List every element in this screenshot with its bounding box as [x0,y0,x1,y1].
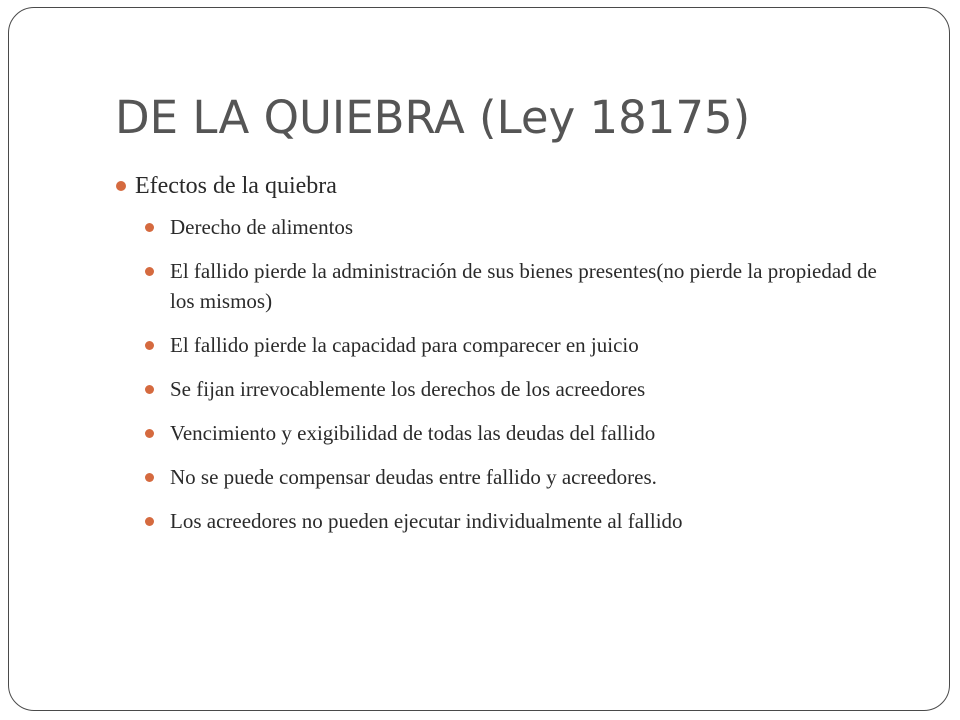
bullet-dot-icon [145,517,154,526]
sub-bullet-item [145,418,896,448]
bullet-dot-icon [145,223,154,232]
bullet-dot-icon [145,341,154,350]
bullet-main-point [116,168,896,204]
bullet-main-point-text: Efectos de la quiebra [135,173,337,199]
bullet-dot-icon [145,473,154,482]
bullet-dot-icon [145,267,154,276]
sub-bullet-text: No se puede compensar deudas entre fallido y acreedores. [170,465,657,489]
sub-bullet-text: Se fijan irrevocablemente los derechos de los acreedores [170,377,646,401]
sub-bullet-text: Vencimiento y exigibilidad de todas las deudas del fallido [170,421,656,445]
bullet-dot-icon [145,429,154,438]
sub-bullet-text: El fallido pierde la administración de sus bienes presentes(no pierde la propiedad de los mismos) [170,259,877,313]
bullet-list [116,168,896,536]
bullet-dot-icon [145,385,154,394]
sub-bullet-item [145,506,896,536]
sub-bullet-item [145,256,896,316]
bullet-dot-icon [116,181,126,191]
sub-bullet-text: El fallido pierde la capacidad para comparecer en juicio [170,333,639,357]
sub-bullet-item [145,374,896,404]
sub-bullet-item [145,330,896,360]
sub-bullet-list [116,212,896,536]
sub-bullet-text: Los acreedores no pueden ejecutar individualmente al fallido [170,509,683,533]
slide-title: DE LA QUIEBRA (Ley 18175) [115,91,751,144]
sub-bullet-item [145,212,896,242]
sub-bullet-text: Derecho de alimentos [170,215,354,239]
sub-bullet-item [145,462,896,492]
slide-frame [8,7,950,711]
